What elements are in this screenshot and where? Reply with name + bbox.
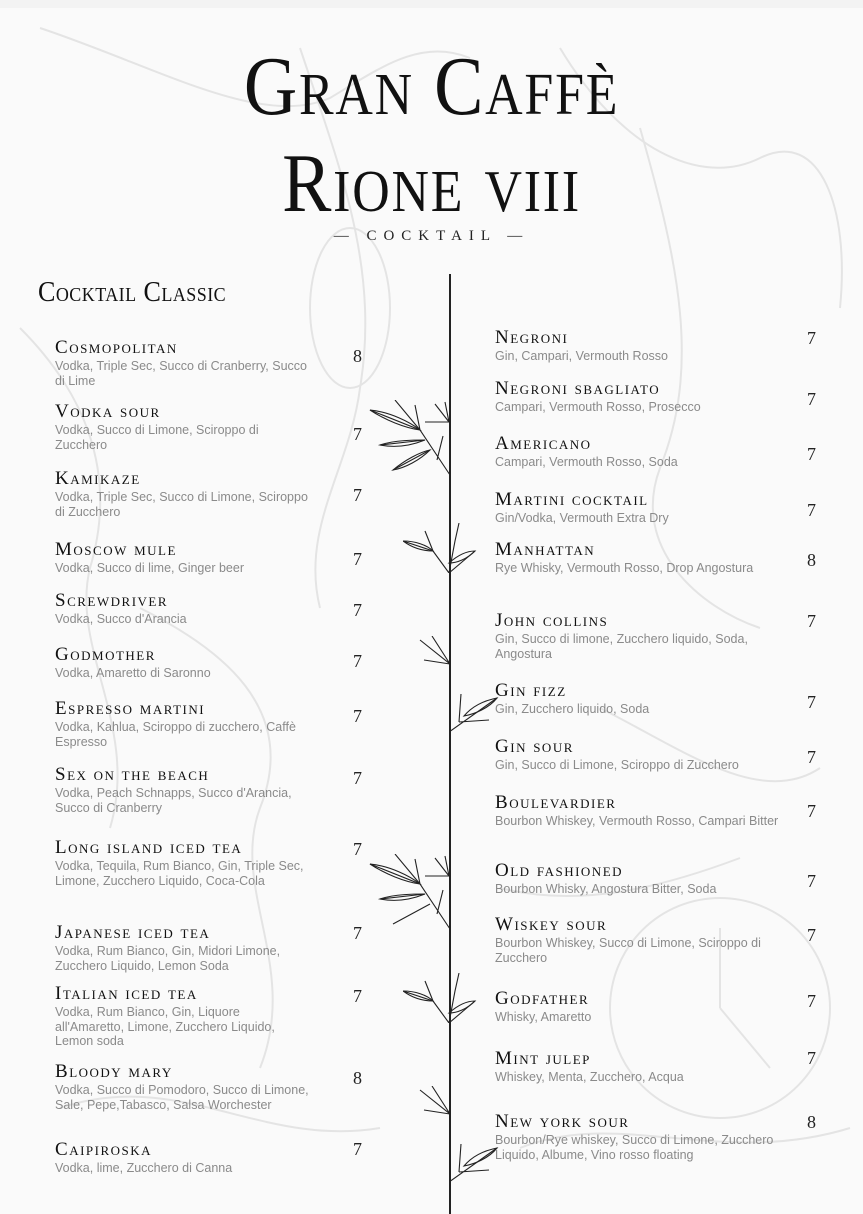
item-price: 7	[353, 549, 362, 569]
menu-item	[55, 338, 310, 388]
menu-item	[495, 328, 785, 364]
item-name: Godmother	[55, 644, 156, 665]
leaf-sprig-icon	[418, 636, 450, 666]
item-price: 7	[807, 389, 816, 409]
item-description: Gin, Zucchero liquido, Soda	[495, 702, 650, 716]
item-description: Vodka, lime, Zucchero di Canna	[55, 1161, 233, 1175]
menu-item	[55, 699, 310, 749]
item-price: 7	[353, 923, 362, 943]
item-price: 7	[807, 611, 816, 631]
item-name: Sex on the beach	[55, 764, 210, 785]
item-name: Espresso martini	[55, 698, 206, 719]
menu-item	[55, 540, 310, 576]
item-price: 7	[807, 871, 816, 891]
item-name: Old fashioned	[495, 860, 624, 881]
item-name: Americano	[495, 433, 592, 454]
item-price: 7	[807, 747, 816, 767]
item-price: 7	[807, 500, 816, 520]
menu-item	[495, 681, 785, 717]
item-name: New york sour	[495, 1111, 630, 1132]
leaf-sprig-icon	[449, 694, 499, 734]
item-name: Caipiroska	[55, 1139, 153, 1160]
menu-item	[55, 984, 310, 1049]
item-description: Rye Whisky, Vermouth Rosso, Drop Angostura	[495, 561, 754, 575]
item-name: Bloody mary	[55, 1061, 173, 1082]
item-name: Kamikaze	[55, 468, 141, 489]
item-description: Vodka, Tequila, Rum Bianco, Gin, Triple Sec, Limone, Zucchero Liquido, Coca-Cola	[55, 859, 304, 888]
leaf-sprig-icon	[449, 1144, 499, 1184]
item-price: 8	[353, 1068, 362, 1088]
item-description: Campari, Vermouth Rosso, Prosecco	[495, 400, 701, 414]
item-price: 8	[353, 346, 362, 366]
item-name: Wiskey sour	[495, 914, 608, 935]
menu-item	[55, 469, 310, 519]
item-description: Gin, Succo di Limone, Sciroppo di Zucchero	[495, 758, 739, 772]
item-description: Bourbon Whiskey, Succo di Limone, Sciroppo di Zucchero	[495, 936, 761, 965]
menu-item	[495, 915, 785, 965]
item-name: Long island iced tea	[55, 837, 243, 858]
item-price: 7	[353, 768, 362, 788]
item-description: Vodka, Kahlua, Sciroppo di zucchero, Caffè Espresso	[55, 720, 296, 749]
item-name: Screwdriver	[55, 590, 169, 611]
item-description: Vodka, Triple Sec, Succo di Cranberry, Succo di Lime	[55, 359, 307, 388]
item-price: 8	[807, 1112, 816, 1132]
menu-item	[495, 540, 785, 576]
leaf-sprig-icon	[365, 400, 453, 480]
leaf-sprig-icon	[418, 1086, 450, 1116]
item-price: 7	[807, 328, 816, 348]
menu-item	[55, 645, 310, 681]
menu-item	[55, 923, 310, 973]
item-name: Godfather	[495, 988, 590, 1009]
item-name: Cosmopolitan	[55, 337, 178, 358]
item-name: Moscow mule	[55, 539, 177, 560]
section-title: Cocktail Classic	[38, 276, 227, 308]
menu-item	[55, 402, 310, 452]
menu-item	[495, 379, 785, 415]
menu-item	[495, 737, 785, 773]
item-description: Bourbon Whisky, Angostura Bitter, Soda	[495, 882, 717, 896]
item-price: 7	[353, 1139, 362, 1159]
menu-subtitle: — COCKTAIL —	[333, 228, 530, 244]
item-name: Negroni sbagliato	[495, 378, 661, 399]
item-price: 7	[807, 1048, 816, 1068]
menu-item	[55, 838, 310, 888]
item-description: Vodka, Rum Bianco, Gin, Liquore all'Amaretto, Limone, Zucchero Liquido, Lemon soda	[55, 1005, 275, 1048]
item-description: Gin, Succo di limone, Zucchero liquido, Soda, Angostura	[495, 632, 748, 661]
item-description: Vodka, Amaretto di Saronno	[55, 666, 211, 680]
menu-item	[55, 1062, 310, 1112]
menu-item	[495, 989, 785, 1025]
item-description: Vodka, Triple Sec, Succo di Limone, Sciroppo di Zucchero	[55, 490, 308, 519]
item-name: Mint julep	[495, 1048, 591, 1069]
item-description: Whiskey, Menta, Zucchero, Acqua	[495, 1070, 684, 1084]
item-price: 7	[353, 651, 362, 671]
menu-item	[495, 611, 785, 661]
item-name: Vodka sour	[55, 401, 161, 422]
item-description: Vodka, Succo di Pomodoro, Succo di Limone, Sale, Pepe,Tabasco, Salsa Worchester	[55, 1083, 309, 1112]
item-description: Bourbon/Rye whiskey, Succo di Limone, Zucchero Liquido, Albume, Vino rosso floating	[495, 1133, 774, 1162]
menu-page	[0, 8, 863, 1214]
menu-item	[495, 490, 785, 526]
item-price: 7	[807, 801, 816, 821]
restaurant-name-line1: Gran Caffè	[243, 40, 620, 133]
item-name: Martini cocktail	[495, 489, 649, 510]
menu-item	[495, 861, 785, 897]
item-description: Whisky, Amaretto	[495, 1010, 592, 1024]
item-name: Italian iced tea	[55, 983, 198, 1004]
menu-item	[495, 1112, 785, 1162]
item-price: 7	[807, 444, 816, 464]
menu-item	[55, 591, 310, 627]
item-name: Manhattan	[495, 539, 596, 560]
item-price: 7	[807, 692, 816, 712]
leaf-sprig-icon	[365, 854, 453, 934]
item-description: Bourbon Whiskey, Vermouth Rosso, Campari Bitter	[495, 814, 779, 828]
item-price: 7	[807, 925, 816, 945]
menu-item	[495, 434, 785, 470]
item-description: Gin/Vodka, Vermouth Extra Dry	[495, 511, 669, 525]
item-price: 7	[353, 839, 362, 859]
item-description: Vodka, Succo di Limone, Sciroppo di Zucchero	[55, 423, 259, 452]
item-name: Gin fizz	[495, 680, 567, 701]
item-price: 7	[353, 986, 362, 1006]
item-description: Vodka, Peach Schnapps, Succo d'Arancia, Succo di Cranberry	[55, 786, 292, 815]
item-price: 7	[353, 706, 362, 726]
item-description: Campari, Vermouth Rosso, Soda	[495, 455, 678, 469]
item-description: Gin, Campari, Vermouth Rosso	[495, 349, 668, 363]
restaurant-name-line2: Rione viii	[282, 137, 581, 230]
item-price: 7	[353, 424, 362, 444]
leaf-sprig-icon	[403, 973, 479, 1023]
item-name: John collins	[495, 610, 609, 631]
item-description: Vodka, Rum Bianco, Gin, Midori Limone, Zucchero Liquido, Lemon Soda	[55, 944, 281, 973]
item-name: Gin sour	[495, 736, 574, 757]
menu-item	[495, 1049, 785, 1085]
item-description: Vodka, Succo di lime, Ginger beer	[55, 561, 244, 575]
item-name: Japanese iced tea	[55, 922, 211, 943]
item-name: Boulevardier	[495, 792, 617, 813]
item-name: Negroni	[495, 327, 569, 348]
item-description: Vodka, Succo d'Arancia	[55, 612, 187, 626]
menu-item	[55, 1140, 310, 1176]
menu-item	[495, 793, 785, 829]
item-price: 7	[807, 991, 816, 1011]
leaf-sprig-icon	[403, 523, 479, 573]
item-price: 7	[353, 600, 362, 620]
item-price: 8	[807, 550, 816, 570]
menu-item	[55, 765, 310, 815]
item-price: 7	[353, 485, 362, 505]
